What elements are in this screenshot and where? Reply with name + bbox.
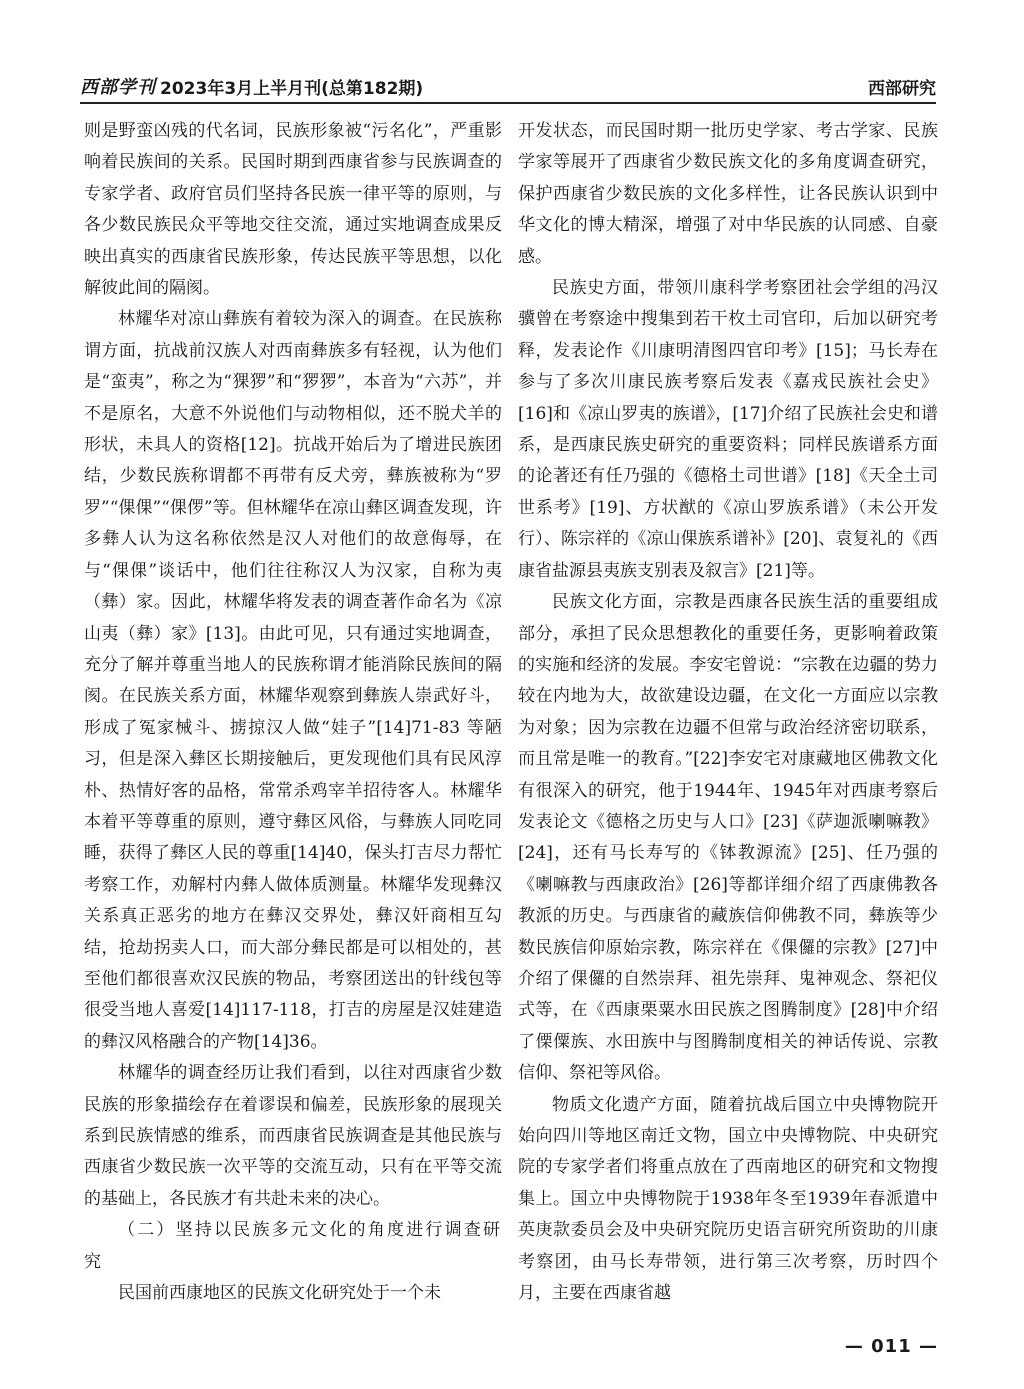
paragraph: 民族史方面，带领川康科学考察团社会学组的冯汉骥曾在考察途中搜集到若干枚土司官印，后加以研究考释，发表论作《川康明清图四官印考》[15]；马长寿在参与了多次川康民族考察后发表《嘉戎民族社会史》[16]和《凉山罗夷的族谱》，[17]介绍了民族社会史和谱系，是西康民族史研究的重要资料；同样民族谱系方面的论著还有任乃强的《德格土司世谱》[18]《天全土司世系考》[19]、方状猷的《凉山罗族系谱》（未公开发行）、陈宗祥的《凉山倮族系谱补》[20]、袁复礼的《西康省盐源县夷族支别表及叙言》[21]等。 — [518, 278, 938, 581]
issue-info: 2023年3月上半月刊(总第182期) — [160, 78, 424, 99]
page-number: — 011 — — [844, 1336, 938, 1357]
paragraph: 则是野蛮凶残的代名词，民族形象被“污名化”，严重影响着民族间的关系。民国时期到西康省参与民族调查的专家学者、政府官员们坚持各民族一律平等的原则，与各少数民族民众平等地交往交流，通过实地调查成果反映出真实的西康省民族形象，传达民族平等思想，以化解彼此间的隔阂。 — [84, 121, 502, 299]
journal-masthead — [80, 73, 423, 99]
paragraph: 民族文化方面，宗教是西康各民族生活的重要组成部分，承担了民众思想教化的重要任务，更影响着政策的实施和经济的发展。李安宅曾说：“宗教在边疆的势力较在内地为大，故欲建设边疆，在文化一方面应以宗教为对象；因为宗教在边疆不但常与政治经济密切联系，而且常是唯一的教育。”[22]李安宅对康藏地区佛教文化有很深入的研究，他于1944年、1945年对西康考察后发表论文《德格之历史与人口》[23]《萨迦派喇嘛教》[24]，还有马长寿写的《钵教源流》[25]、任乃强的《喇嘛教与西康政治》[26]等都详细介绍了西康佛教各教派的历史。与西康省的藏族信仰佛教不同，彝族等少数民族信仰原始宗教，陈宗祥在《倮儸的宗教》[27]中介绍了倮儸的自然崇拜、祖先崇拜、鬼神观念、祭祀仪式等，在《西康栗粟水田民族之图腾制度》[28]中介绍了傈僳族、水田族中与图腾制度相关的神话传说、宗教信仰、祭祀等风俗。 — [518, 592, 938, 1084]
running-header — [80, 70, 936, 104]
paragraph: 开发状态，而民国时期一批历史学家、考古学家、民族学家等展开了西康省少数民族文化的多角度调查研究，保护西康省少数民族的文化多样性，让各民族认识到中华文化的博大精深，增强了对中华民族的认同感、自豪感。 — [518, 121, 938, 267]
paragraph: 林耀华的调查经历让我们看到，以往对西康省少数民族的形象描绘存在着谬误和偏差，民族形象的展现关系到民族情感的维系，而西康省民族调查是其他民族与西康省少数民族一次平等的交流互动，只有在平等交流的基础上，各民族才有共赴未来的决心。 — [84, 1063, 502, 1209]
section-title: 西部研究 — [868, 78, 936, 99]
paragraph: 民国前西康地区的民族文化研究处于一个未 — [118, 1283, 441, 1304]
paragraph: 物质文化遗产方面，随着抗战后国立中央博物院开始向四川等地区南迁文物，国立中央博物院、中央研究院的专家学者们将重点放在了西南地区的研究和文物搜集上。国立中央博物院于1938年冬至1939年春派遣中英庚款委员会及中央研究院历史语言研究所资助的川康考察团，由马长寿带领，进行第三次考察，历时四个月，主要在西康省越 — [518, 1094, 938, 1304]
paragraph: 林耀华对凉山彝族有着较为深入的调查。在民族称谓方面，抗战前汉族人对西南彝族多有轻视，认为他们是“蛮夷”，称之为“猓猡”和“猡猡”，本音为“六苏”，并不是原名，大意不外说他们与动物相似，还不脱犬羊的形状，未具人的资格[12]。抗战开始后为了增进民族团结，少数民族称谓都不再带有反犬旁，彝族被称为“罗罗”“倮倮”“倮㑩”等。但林耀华在凉山彝区调查发现，许多彝人认为这名称依然是汉人对他们的故意侮辱，在与“倮倮”谈话中，他们往往称汉人为汉家，自称为夷（彝）家。因此，林耀华将发表的调查著作命名为《凉山夷（彝）家》[13]。由此可见，只有通过实地调查，充分了解并尊重当地人的民族称谓才能消除民族间的隔阂。在民族关系方面，林耀华观察到彝族人崇武好斗，形成了冤家械斗、掳掠汉人做“娃子”[14]71-83 等陋习，但是深入彝区长期接触后，更发现他们具有民风淳朴、热情好客的品格，常常杀鸡宰羊招待客人。林耀华本着平等尊重的原则，遵守彝区风俗，与彝族人同吃同睡，获得了彝区人民的尊重[14]40，保头打吉尽力帮忙考察工作，劝解村内彝人做体质测量。林耀华发现彝汉关系真正恶劣的地方在彝汉交界处，彝汉奸商相互勾结，抢劫拐卖人口，而大部分彝民都是可以相处的，甚至他们都很喜欢汉民族的物品，考察团送出的针线包等很受当地人喜爱[14]117-118，打吉的房屋是汉娃建造的彝汉风格融合的产物[14]36。 — [84, 309, 502, 1052]
left-column — [84, 116, 502, 1309]
journal-logo: 西部学刊 — [80, 77, 156, 98]
right-column — [518, 116, 938, 1309]
section-heading: （二）坚持以民族多元文化的角度进行调查研究 — [84, 1220, 502, 1272]
